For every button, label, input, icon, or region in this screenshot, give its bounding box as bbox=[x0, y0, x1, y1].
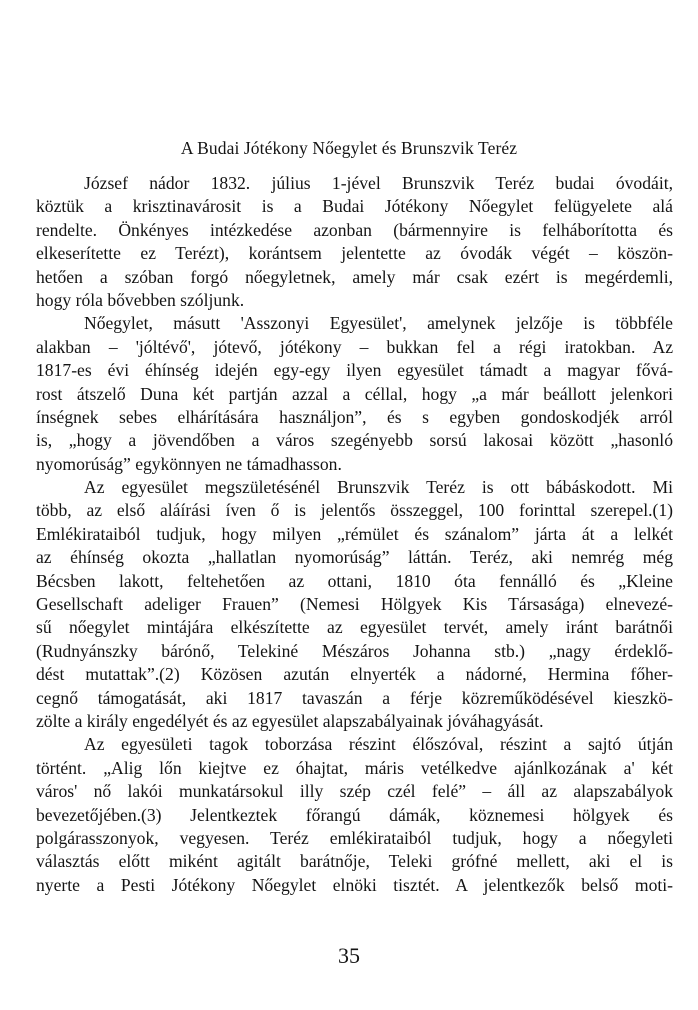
text-line: alakban – 'jóltévő', jótevő, jótékony – bukkan fel a régi iratokban. Az bbox=[36, 336, 673, 357]
text-line: sű nőegylet mintájára elkészítette az egyesület tervét, amely iránt barátnői bbox=[36, 617, 673, 638]
body-text bbox=[36, 172, 673, 897]
text-line: nyomorúság” egykönnyen ne támadhasson. bbox=[36, 453, 342, 474]
text-line: rost átszelő Duna két partján azzal a céllal, hogy „a már beállott jelenkori bbox=[36, 383, 673, 404]
text-line: rendelte. Önkényes intézkedése azonban (bármennyire is felháborította és bbox=[36, 219, 673, 240]
text-line: is, „hogy a jövendőben a város szegényebb sorsú lakosai között „hasonló bbox=[36, 430, 673, 451]
text-line: Az egyesületi tagok toborzása részint élőszóval, részint a sajtó útján bbox=[84, 734, 673, 755]
text-line: 1817-es évi éhínség idején egy-egy ilyen egyesület támadt a magyar fővá- bbox=[36, 360, 673, 381]
text-line: Nőegylet, másutt 'Asszonyi Egyesület', amelynek jelzője is többféle bbox=[84, 313, 673, 334]
text-line: polgárasszonyok, vegyesen. Teréz emlékirataiból tudjuk, hogy a nőegyleti bbox=[36, 827, 673, 848]
text-line: több, az első aláírási íven ő is jelentős összeggel, 100 forinttal szerepel.(1) bbox=[36, 500, 673, 521]
text-line: ínségnek sebes elhárítására használjon”, és s egyben gondoskodjék arról bbox=[36, 406, 673, 427]
text-line: Gesellschaft adeliger Frauen” (Nemesi Hölgyek Kis Társasága) elnevezé- bbox=[36, 594, 673, 615]
text-line: hetően a szóban forgó nőegyletnek, amely már csak ezért is megérdemli, bbox=[36, 266, 673, 287]
page-title: A Budai Jótékony Nőegylet és Brunszvik Teréz bbox=[180, 138, 518, 158]
text-line: nyerte a Pesti Jótékony Nőegylet elnöki tisztét. A jelentkezők belső moti- bbox=[36, 874, 673, 895]
text-line: (Rudnyánszky bárónő, Telekiné Mészáros Johanna stb.) „nagy érdeklő- bbox=[36, 640, 673, 661]
text-line: bevezetőjében.(3) Jelentkeztek főrangú dámák, köznemesi hölgyek és bbox=[36, 804, 673, 825]
text-line: József nádor 1832. július 1-jével Brunszvik Teréz budai óvodáit, bbox=[84, 173, 673, 193]
text-line: dést mutattak”.(2) Közösen azután elnyerték a nádorné, Hermina főher- bbox=[36, 664, 673, 685]
text-line: választás előtt miként agitált barátnője, Teleki grófné mellett, aki el is bbox=[36, 851, 673, 872]
text-line: történt. „Alig lőn kiejtve ez óhajtat, máris vetélkedve ajánlkozának a' két bbox=[36, 757, 673, 778]
text-line: Emlékirataiból tudjuk, hogy milyen „rémület és szánalom” járta át a lelkét bbox=[36, 523, 673, 544]
text-line: hogy róla bővebben szóljunk. bbox=[36, 289, 245, 310]
text-line: köztük a krisztinavárosit is a Budai Jótékony Nőegylet felügyelete alá bbox=[36, 196, 673, 217]
page-number: 35 bbox=[338, 943, 360, 968]
text-line: elkeserítette ez Terézt), korántsem jelentette az óvodák végét – köszön- bbox=[36, 243, 673, 264]
text-line: Bécsben lakott, feltehetően az ottani, 1810 óta fennálló és „Kleine bbox=[36, 570, 673, 591]
text-line: Az egyesület megszületésénél Brunszvik Teréz is ott bábáskodott. Mi bbox=[84, 477, 673, 498]
text-line: cegnő támogatását, aki 1817 tavaszán a férje közreműködésével kieszkö- bbox=[36, 687, 673, 708]
text-line: zölte a király engedélyét és az egyesület alapszabályainak jóváhagyását. bbox=[36, 710, 544, 731]
text-line: az éhínség okozta „hallatlan nyomorúság” láttán. Teréz, aki nemrég még bbox=[36, 547, 673, 568]
text-line: város' nő lakói munkatársokul illy szép czél felé” – áll az alapszabályok bbox=[36, 781, 673, 802]
